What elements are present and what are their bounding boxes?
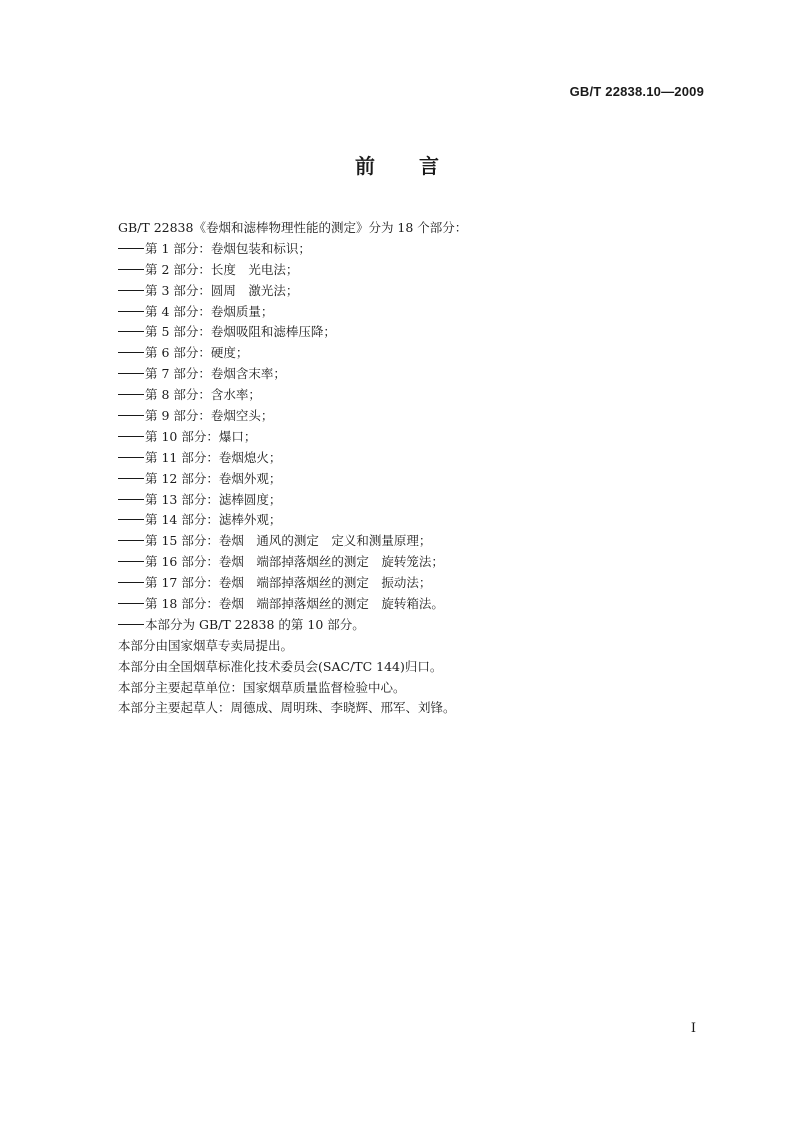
part-item — [118, 531, 718, 552]
em-dash — [118, 311, 144, 312]
em-dash — [118, 519, 144, 520]
part-text: 第 10 部分：爆口； — [145, 428, 257, 444]
em-dash — [118, 561, 144, 562]
part-item — [118, 490, 718, 511]
statement-committee: 本部分由全国烟草标准化技术委员会(SAC/TC 144)归口。 — [118, 658, 443, 674]
em-dash — [118, 290, 144, 291]
part-text: 第 1 部分：卷烟包装和标识； — [145, 240, 311, 256]
statement-drafting-unit: 本部分主要起草单位：国家烟草质量监督检验中心。 — [118, 679, 406, 695]
em-dash — [118, 478, 144, 479]
part-item — [118, 322, 718, 343]
part-text: 第 5 部分：卷烟吸阻和滤棒压降； — [145, 324, 336, 340]
part-text: 第 13 部分：滤棒圆度； — [145, 491, 282, 507]
em-dash — [118, 331, 144, 332]
part-text: 第 9 部分：卷烟空头； — [145, 408, 274, 424]
em-dash — [118, 373, 144, 374]
part-item — [118, 573, 718, 594]
part-text: 第 18 部分：卷烟 端部掉落烟丝的测定 旋转箱法。 — [145, 596, 444, 612]
part-text: 第 7 部分：卷烟含末率； — [145, 366, 286, 382]
part-item — [118, 427, 718, 448]
part-text: 第 3 部分：圆周 激光法； — [145, 282, 299, 298]
part-item — [118, 594, 718, 615]
part-item — [118, 302, 718, 323]
standard-code: GB/T 22838.10—2009 — [569, 84, 704, 99]
this-part-item — [118, 615, 718, 636]
em-dash — [118, 248, 144, 249]
part-item — [118, 260, 718, 281]
part-item — [118, 364, 718, 385]
part-text: 第 16 部分：卷烟 端部掉落烟丝的测定 旋转笼法； — [145, 554, 444, 570]
part-text: 第 12 部分：卷烟外观； — [145, 470, 282, 486]
em-dash — [118, 415, 144, 416]
part-text: 第 8 部分：含水率； — [145, 387, 261, 403]
em-dash — [118, 603, 144, 604]
page-number: I — [690, 1021, 696, 1036]
statement-drafters: 本部分主要起草人：周德成、周明珠、李晓辉、邢军、刘锋。 — [118, 700, 456, 716]
this-part-text: 本部分为 GB/T 22838 的第 10 部分。 — [145, 616, 365, 632]
intro-line: GB/T 22838《卷烟和滤棒物理性能的测定》分为 18 个部分： — [118, 220, 468, 235]
foreword-body — [118, 218, 718, 719]
page-title: 前言 — [355, 154, 483, 178]
part-text: 第 11 部分：卷烟熄火； — [145, 449, 282, 465]
part-text: 第 4 部分：卷烟质量； — [145, 303, 274, 319]
em-dash — [118, 499, 144, 500]
em-dash — [118, 269, 144, 270]
em-dash — [118, 624, 144, 625]
em-dash — [118, 582, 144, 583]
part-item — [118, 552, 718, 573]
part-item — [118, 239, 718, 260]
part-item — [118, 281, 718, 302]
em-dash — [118, 352, 144, 353]
part-item — [118, 469, 718, 490]
part-item — [118, 406, 718, 427]
part-text: 第 17 部分：卷烟 端部掉落烟丝的测定 振动法； — [145, 575, 432, 591]
part-item — [118, 343, 718, 364]
part-item — [118, 510, 718, 531]
part-text: 第 2 部分：长度 光电法； — [145, 261, 299, 277]
part-text: 第 15 部分：卷烟 通风的测定 定义和测量原理； — [145, 533, 432, 549]
part-text: 第 6 部分：硬度； — [145, 345, 249, 361]
em-dash — [118, 457, 144, 458]
part-text: 第 14 部分：滤棒外观； — [145, 512, 282, 528]
em-dash — [118, 436, 144, 437]
part-item — [118, 448, 718, 469]
part-item — [118, 385, 718, 406]
statement-proposer: 本部分由国家烟草专卖局提出。 — [118, 637, 294, 653]
em-dash — [118, 394, 144, 395]
em-dash — [118, 540, 144, 541]
